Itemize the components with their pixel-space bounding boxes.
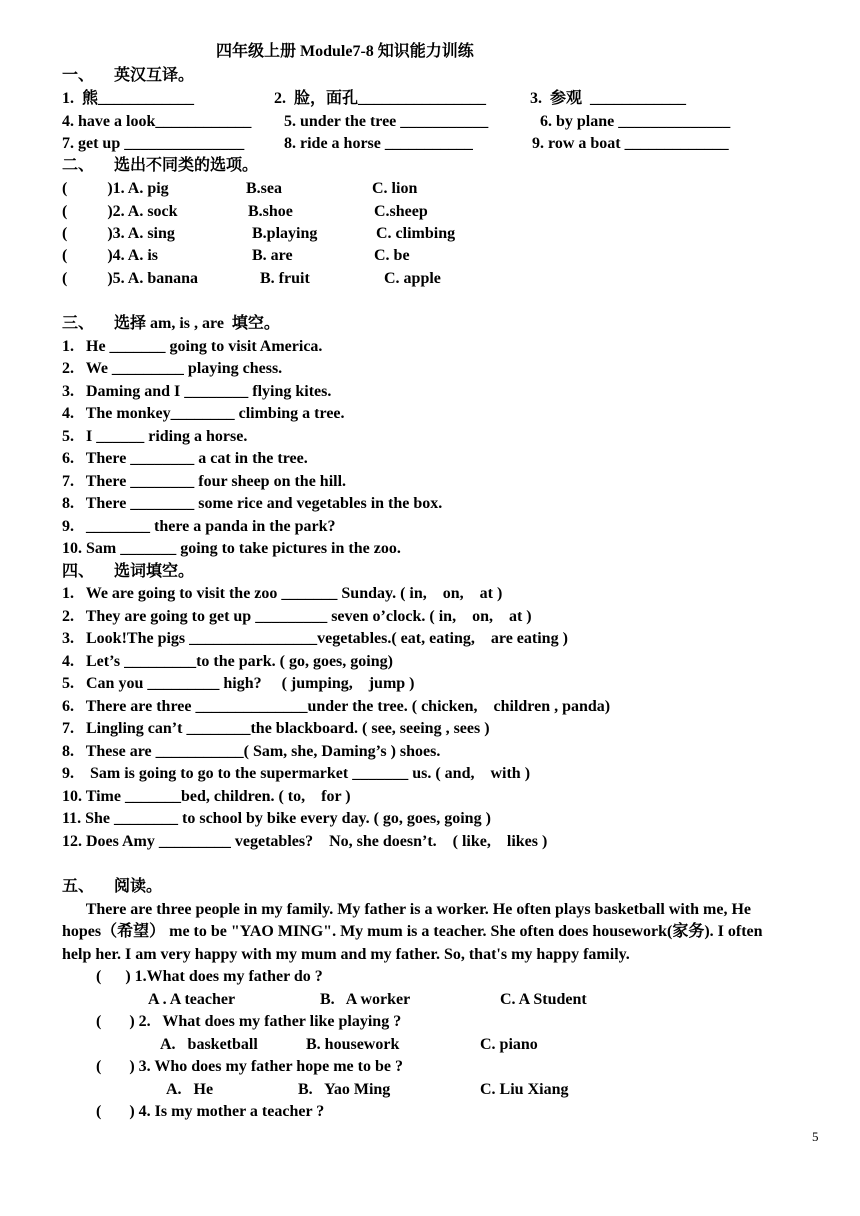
reading-q1-option-a: A . A teacher (148, 991, 236, 1008)
odd-one-q5: ( )5. A. banana (62, 270, 199, 287)
reading-q3-option-b: B. Yao Ming (298, 1081, 391, 1098)
reading-q1-option-c: C. A Student (500, 991, 587, 1008)
odd-one-q3-c: C. climbing (376, 225, 456, 242)
word-choice-item: 5. Can you _________ high? ( jumping, jump ) (62, 675, 415, 692)
reading-question-1: ( ) 1.What does my father do ? (96, 968, 323, 985)
odd-one-q1-b: B.sea (246, 180, 282, 197)
odd-one-q5-b: B. fruit (260, 270, 310, 287)
odd-one-q2-b: B.shoe (248, 203, 293, 220)
section-5-heading: 五、 阅读。 (62, 878, 163, 895)
reading-q3-option-a: A. He (166, 1081, 214, 1098)
fill-am-is-are-item: 9. ________ there a panda in the park? (62, 518, 336, 535)
translate-item-1: 1. 熊____________ (62, 90, 195, 107)
fill-am-is-are-item: 8. There ________ some rice and vegetables in the box. (62, 495, 443, 512)
reading-q2-option-a: A. basketball (160, 1036, 258, 1053)
reading-q1-option-b: B. A worker (320, 991, 411, 1008)
fill-am-is-are-item: 10. Sam _______ going to take pictures in the zoo. (62, 540, 401, 557)
odd-one-q1: ( )1. A. pig (62, 180, 169, 197)
word-choice-item: 8. These are ___________( Sam, she, Daming’s ) shoes. (62, 743, 441, 760)
translate-item-5: 5. under the tree ___________ (284, 113, 489, 130)
word-choice-item: 4. Let’s _________to the park. ( go, goes, going) (62, 653, 393, 670)
fill-am-is-are-item: 1. He _______ going to visit America. (62, 338, 323, 355)
odd-one-q1-c: C. lion (372, 180, 418, 197)
word-choice-item: 7. Lingling can’t ________the blackboard. ( see, seeing , sees ) (62, 720, 490, 737)
reading-q2-option-c: C. piano (480, 1036, 538, 1053)
word-choice-item: 2. They are going to get up _________ seven o’clock. ( in, on, at ) (62, 608, 532, 625)
reading-question-2: ( ) 2. What does my father like playing ? (96, 1013, 402, 1030)
odd-one-q3: ( )3. A. sing (62, 225, 175, 242)
translate-item-6: 6. by plane ______________ (540, 113, 731, 130)
section-4-heading: 四、 选词填空。 (62, 563, 195, 580)
fill-am-is-are-item: 6. There ________ a cat in the tree. (62, 450, 308, 467)
word-choice-item: 11. She ________ to school by bike every day. ( go, goes, going ) (62, 810, 491, 827)
page-title: 四年级上册 Module7-8 知识能力训练 (216, 43, 474, 60)
section-2-heading: 二、 选出不同类的选项。 (62, 157, 259, 174)
odd-one-q4-c: C. be (374, 247, 410, 264)
odd-one-q4-b: B. are (252, 247, 293, 264)
word-choice-item: 10. Time _______bed, children. ( to, for ) (62, 788, 351, 805)
reading-question-3: ( ) 3. Who does my father hope me to be ? (96, 1058, 403, 1075)
section-1-heading: 一、 英汉互译。 (62, 67, 195, 84)
reading-passage-line: help her. I am very happy with my mum and my father. So, that's my happy family. (62, 946, 630, 963)
reading-q2-option-b: B. housework (306, 1036, 400, 1053)
reading-q3-option-c: C. Liu Xiang (480, 1081, 569, 1098)
translate-item-4: 4. have a look____________ (62, 113, 252, 130)
word-choice-item: 6. There are three ______________under the tree. ( chicken, children , panda) (62, 698, 611, 715)
odd-one-q2-c: C.sheep (374, 203, 428, 220)
fill-am-is-are-item: 4. The monkey________ climbing a tree. (62, 405, 345, 422)
reading-passage-line: There are three people in my family. My father is a worker. He often plays basketball with me, He (62, 901, 751, 918)
section-3-heading: 三、 选择 am, is , are 填空。 (62, 315, 280, 332)
reading-passage-line: hopes（希望） me to be "YAO MING". My mum is a teacher. She often does housework(家务). I often (62, 923, 763, 940)
translate-item-8: 8. ride a horse ___________ (284, 135, 473, 152)
fill-am-is-are-item: 7. There ________ four sheep on the hill. (62, 473, 347, 490)
word-choice-item: 12. Does Amy _________ vegetables? No, she doesn’t. ( like, likes ) (62, 833, 548, 850)
translate-item-7: 7. get up _______________ (62, 135, 245, 152)
odd-one-q4: ( )4. A. is (62, 247, 158, 264)
translate-item-3: 3. 参观 ____________ (530, 90, 687, 107)
odd-one-q3-b: B.playing (252, 225, 318, 242)
fill-am-is-are-item: 2. We _________ playing chess. (62, 360, 283, 377)
odd-one-q5-c: C. apple (384, 270, 441, 287)
reading-question-4: ( ) 4. Is my mother a teacher ? (96, 1103, 325, 1120)
fill-am-is-are-item: 5. I ______ riding a horse. (62, 428, 248, 445)
translate-item-2: 2. 脸，面孔________________ (274, 90, 487, 107)
odd-one-q2: ( )2. A. sock (62, 203, 178, 220)
fill-am-is-are-item: 3. Daming and I ________ flying kites. (62, 383, 332, 400)
page-number: 5 (812, 1129, 819, 1144)
word-choice-item: 3. Look!The pigs ________________vegetables.( eat, eating, are eating ) (62, 630, 568, 647)
word-choice-item: 9. Sam is going to go to the supermarket _______ us. ( and, with ) (62, 765, 531, 782)
translate-item-9: 9. row a boat _____________ (532, 135, 729, 152)
word-choice-item: 1. We are going to visit the zoo _______ Sunday. ( in, on, at ) (62, 585, 503, 602)
